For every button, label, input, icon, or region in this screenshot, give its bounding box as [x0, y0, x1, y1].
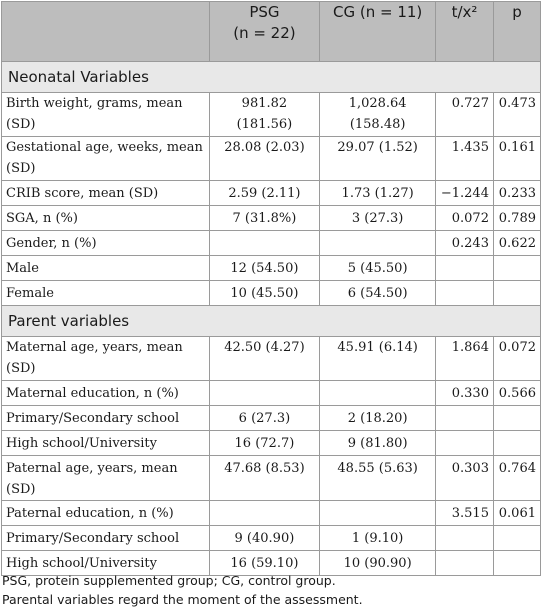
- table-row: [2, 137, 541, 181]
- p-value: [493, 281, 540, 306]
- p-value: 0.789: [493, 206, 540, 231]
- row-label: Primary/Secondary school: [2, 526, 210, 551]
- psg-value: 47.68 (8.53): [209, 456, 320, 501]
- table-row: [2, 337, 541, 381]
- p-value: 0.622: [493, 231, 540, 256]
- cg-value: 1.73 (1.27): [320, 181, 436, 206]
- section-neonatal: Neonatal Variables: [2, 62, 541, 93]
- cg-value: 1 (9.10): [320, 526, 436, 551]
- stat-value: [435, 526, 493, 551]
- p-value: [493, 526, 540, 551]
- psg-value: 28.08 (2.03): [209, 137, 320, 181]
- row-label: High school/University: [2, 551, 210, 576]
- row-label: High school/University: [2, 431, 210, 456]
- stat-value: [435, 551, 493, 576]
- stat-value: 3.515: [435, 501, 493, 526]
- psg-value: 981.82 (181.56): [209, 93, 320, 137]
- table-row: [2, 206, 541, 231]
- row-label: CRIB score, mean (SD): [2, 181, 210, 206]
- header-p: p: [493, 2, 540, 62]
- stat-value: 0.072: [435, 206, 493, 231]
- table-row: [2, 231, 541, 256]
- stat-value: 0.330: [435, 381, 493, 406]
- table-row: [2, 93, 541, 137]
- stat-value: 1.864: [435, 337, 493, 381]
- stat-value: −1.244: [435, 181, 493, 206]
- row-label: Paternal education, n (%): [2, 501, 210, 526]
- table-row: [2, 406, 541, 431]
- stat-value: [435, 406, 493, 431]
- table-row: [2, 181, 541, 206]
- p-value: [493, 406, 540, 431]
- psg-value: 2.59 (2.11): [209, 181, 320, 206]
- p-value: [493, 256, 540, 281]
- stat-value: 0.303: [435, 456, 493, 501]
- p-value: 0.764: [493, 456, 540, 501]
- cg-value: 48.55 (5.63): [320, 456, 436, 501]
- psg-value: 6 (27.3): [209, 406, 320, 431]
- stat-value: 0.727: [435, 93, 493, 137]
- table-footnotes: [2, 571, 363, 609]
- p-value: 0.061: [493, 501, 540, 526]
- cg-value: 9 (81.80): [320, 431, 436, 456]
- table-row: [2, 501, 541, 526]
- row-label: Gestational age, weeks, mean (SD): [2, 137, 210, 181]
- stat-value: [435, 431, 493, 456]
- row-label: Primary/Secondary school: [2, 406, 210, 431]
- p-value: [493, 431, 540, 456]
- stat-value: [435, 256, 493, 281]
- table-row: [2, 381, 541, 406]
- stat-value: 0.243: [435, 231, 493, 256]
- row-label: Birth weight, grams, mean (SD): [2, 93, 210, 137]
- p-value: [493, 551, 540, 576]
- footnote-abbreviations: PSG, protein supplemented group; CG, control group.: [2, 573, 336, 588]
- cg-value: 5 (45.50): [320, 256, 436, 281]
- cg-value: 3 (27.3): [320, 206, 436, 231]
- cg-value: 6 (54.50): [320, 281, 436, 306]
- p-value: 0.566: [493, 381, 540, 406]
- cg-value: 2 (18.20): [320, 406, 436, 431]
- results-table: [1, 1, 541, 576]
- cg-value: 10 (90.90): [320, 551, 436, 576]
- header-psg: [209, 2, 320, 62]
- psg-value: 16 (72.7): [209, 431, 320, 456]
- table-row: [2, 431, 541, 456]
- row-label: Maternal education, n (%): [2, 381, 210, 406]
- psg-value: [209, 381, 320, 406]
- table-row: [2, 456, 541, 501]
- section-row: [2, 62, 541, 93]
- p-value: 0.233: [493, 181, 540, 206]
- psg-value: 9 (40.90): [209, 526, 320, 551]
- p-value: 0.473: [493, 93, 540, 137]
- cg-value: [320, 231, 436, 256]
- cg-value: [320, 381, 436, 406]
- section-row: [2, 306, 541, 337]
- cg-value: 1,028.64 (158.48): [320, 93, 436, 137]
- cg-value: [320, 501, 436, 526]
- row-label: Gender, n (%): [2, 231, 210, 256]
- table-row: [2, 526, 541, 551]
- footnote-parental: Parental variables regard the moment of the assessment.: [2, 592, 363, 607]
- stat-value: 1.435: [435, 137, 493, 181]
- section-parent: Parent variables: [2, 306, 541, 337]
- cg-value: 29.07 (1.52): [320, 137, 436, 181]
- p-value: 0.072: [493, 337, 540, 381]
- psg-value: [209, 231, 320, 256]
- stat-value: [435, 281, 493, 306]
- header-variable: [2, 2, 210, 62]
- table-header: [2, 2, 541, 62]
- psg-value: 42.50 (4.27): [209, 337, 320, 381]
- p-value: 0.161: [493, 137, 540, 181]
- header-psg-n: (n = 22): [233, 24, 296, 42]
- cg-value: 45.91 (6.14): [320, 337, 436, 381]
- psg-value: 7 (31.8%): [209, 206, 320, 231]
- psg-value: 16 (59.10): [209, 551, 320, 576]
- psg-value: 12 (54.50): [209, 256, 320, 281]
- header-cg: CG (n = 11): [320, 2, 436, 62]
- header-stat: t/x²: [435, 2, 493, 62]
- table-row: [2, 281, 541, 306]
- row-label: SGA, n (%): [2, 206, 210, 231]
- row-label: Maternal age, years, mean (SD): [2, 337, 210, 381]
- row-label: Male: [2, 256, 210, 281]
- row-label: Female: [2, 281, 210, 306]
- psg-value: [209, 501, 320, 526]
- header-psg-label: PSG: [249, 3, 280, 21]
- table-row: [2, 256, 541, 281]
- row-label: Paternal age, years, mean (SD): [2, 456, 210, 501]
- psg-value: 10 (45.50): [209, 281, 320, 306]
